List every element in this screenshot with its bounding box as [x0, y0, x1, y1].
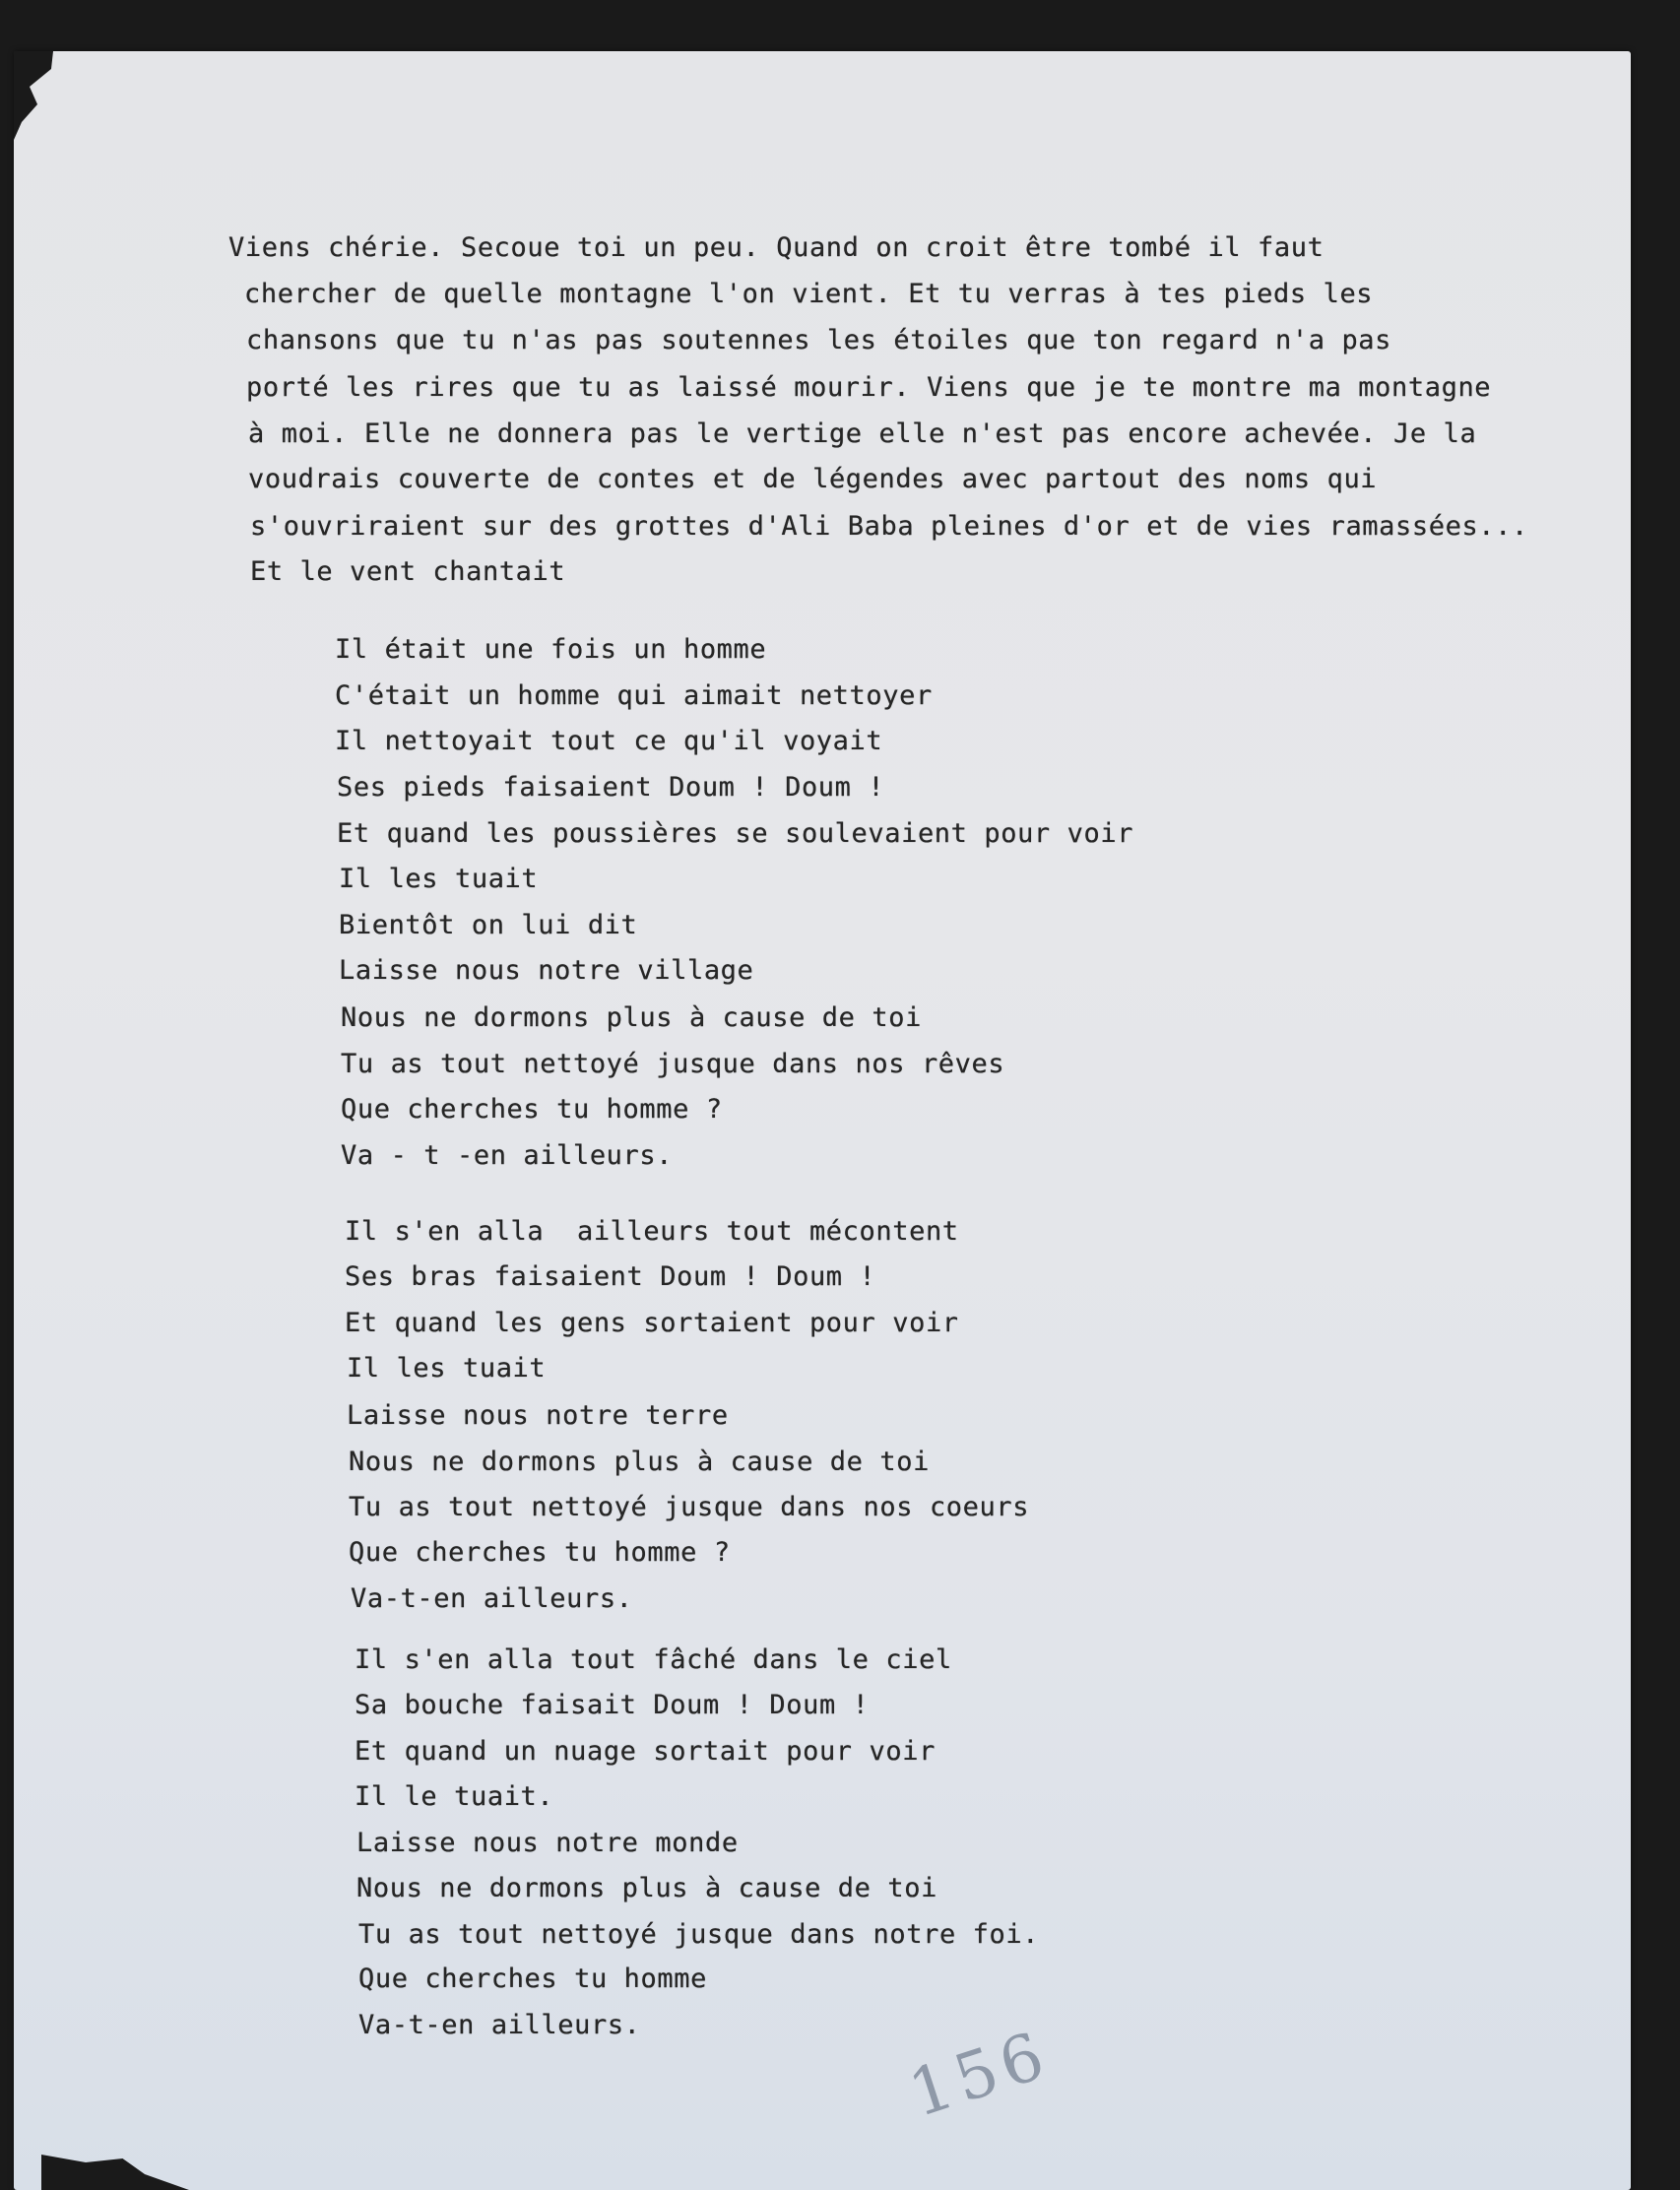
prose-line: s'ouvriraient sur des grottes d'Ali Baba pleines d'or et de vies ramassées... — [250, 511, 1528, 542]
poem-line: Ses pieds faisaient Doum ! Doum ! — [337, 772, 885, 803]
poem-line: Va - t -en ailleurs. — [341, 1140, 674, 1171]
poem-line: Il les tuait — [339, 864, 539, 894]
poem-line: C'était un homme qui aimait nettoyer — [335, 680, 933, 711]
prose-line: Viens chérie. Secoue toi un peu. Quand on croit être tombé il faut — [228, 232, 1325, 263]
poem-line: Il les tuait — [347, 1353, 547, 1384]
poem-line: Il le tuait. — [355, 1781, 554, 1812]
prose-line: chercher de quelle montagne l'on vient. Et tu verras à tes pieds les — [244, 279, 1374, 309]
poem-line: Et quand un nuage sortait pour voir — [355, 1736, 936, 1767]
poem-line: Il était une fois un homme — [335, 634, 767, 665]
poem-line: Et quand les poussières se soulevaient pour voir — [337, 818, 1134, 849]
torn-edge — [41, 2151, 189, 2190]
prose-line: voudrais couverte de contes et de légendes avec partout des noms qui — [248, 464, 1378, 494]
poem-line: Il nettoyait tout ce qu'il voyait — [335, 726, 883, 756]
prose-line: porté les rires que tu as laissé mourir. Viens que je te montre ma montagne — [246, 372, 1492, 403]
typewritten-page — [14, 51, 1631, 2190]
poem-line: Nous ne dormons plus à cause de toi — [341, 1002, 922, 1033]
poem-line: Ses bras faisaient Doum ! Doum ! — [345, 1261, 876, 1292]
poem-line: Laisse nous notre monde — [356, 1828, 739, 1858]
poem-line: Va-t-en ailleurs. — [358, 2010, 641, 2040]
poem-line: Que cherches tu homme ? — [341, 1094, 723, 1125]
poem-line: Va-t-en ailleurs. — [351, 1583, 633, 1614]
poem-line: Laisse nous notre village — [339, 955, 754, 986]
torn-corner — [14, 51, 53, 140]
handwritten-page-number: 156 — [900, 2016, 1059, 2133]
prose-line: chansons que tu n'as pas soutennes les étoiles que ton regard n'a pas — [246, 325, 1392, 355]
poem-line: Sa bouche faisait Doum ! Doum ! — [355, 1690, 870, 1720]
poem-line: Que cherches tu homme ? — [349, 1537, 731, 1568]
poem-line: Nous ne dormons plus à cause de toi — [356, 1873, 937, 1903]
poem-line: Tu as tout nettoyé jusque dans nos coeurs — [349, 1492, 1030, 1522]
poem-line: Tu as tout nettoyé jusque dans nos rêves — [341, 1049, 1005, 1079]
prose-line: Et le vent chantait — [250, 556, 566, 587]
poem-line: Il s'en alla tout fâché dans le ciel — [355, 1644, 952, 1675]
poem-line: Bientôt on lui dit — [339, 910, 638, 940]
poem-line: Il s'en alla ailleurs tout mécontent — [345, 1216, 959, 1247]
prose-line: à moi. Elle ne donnera pas le vertige elle n'est pas encore achevée. Je la — [248, 419, 1477, 449]
poem-line: Que cherches tu homme — [358, 1964, 707, 1994]
poem-line: Laisse nous notre terre — [347, 1400, 729, 1431]
poem-line: Tu as tout nettoyé jusque dans notre foi. — [358, 1919, 1040, 1950]
poem-line: Nous ne dormons plus à cause de toi — [349, 1447, 930, 1477]
poem-line: Et quand les gens sortaient pour voir — [345, 1308, 959, 1338]
